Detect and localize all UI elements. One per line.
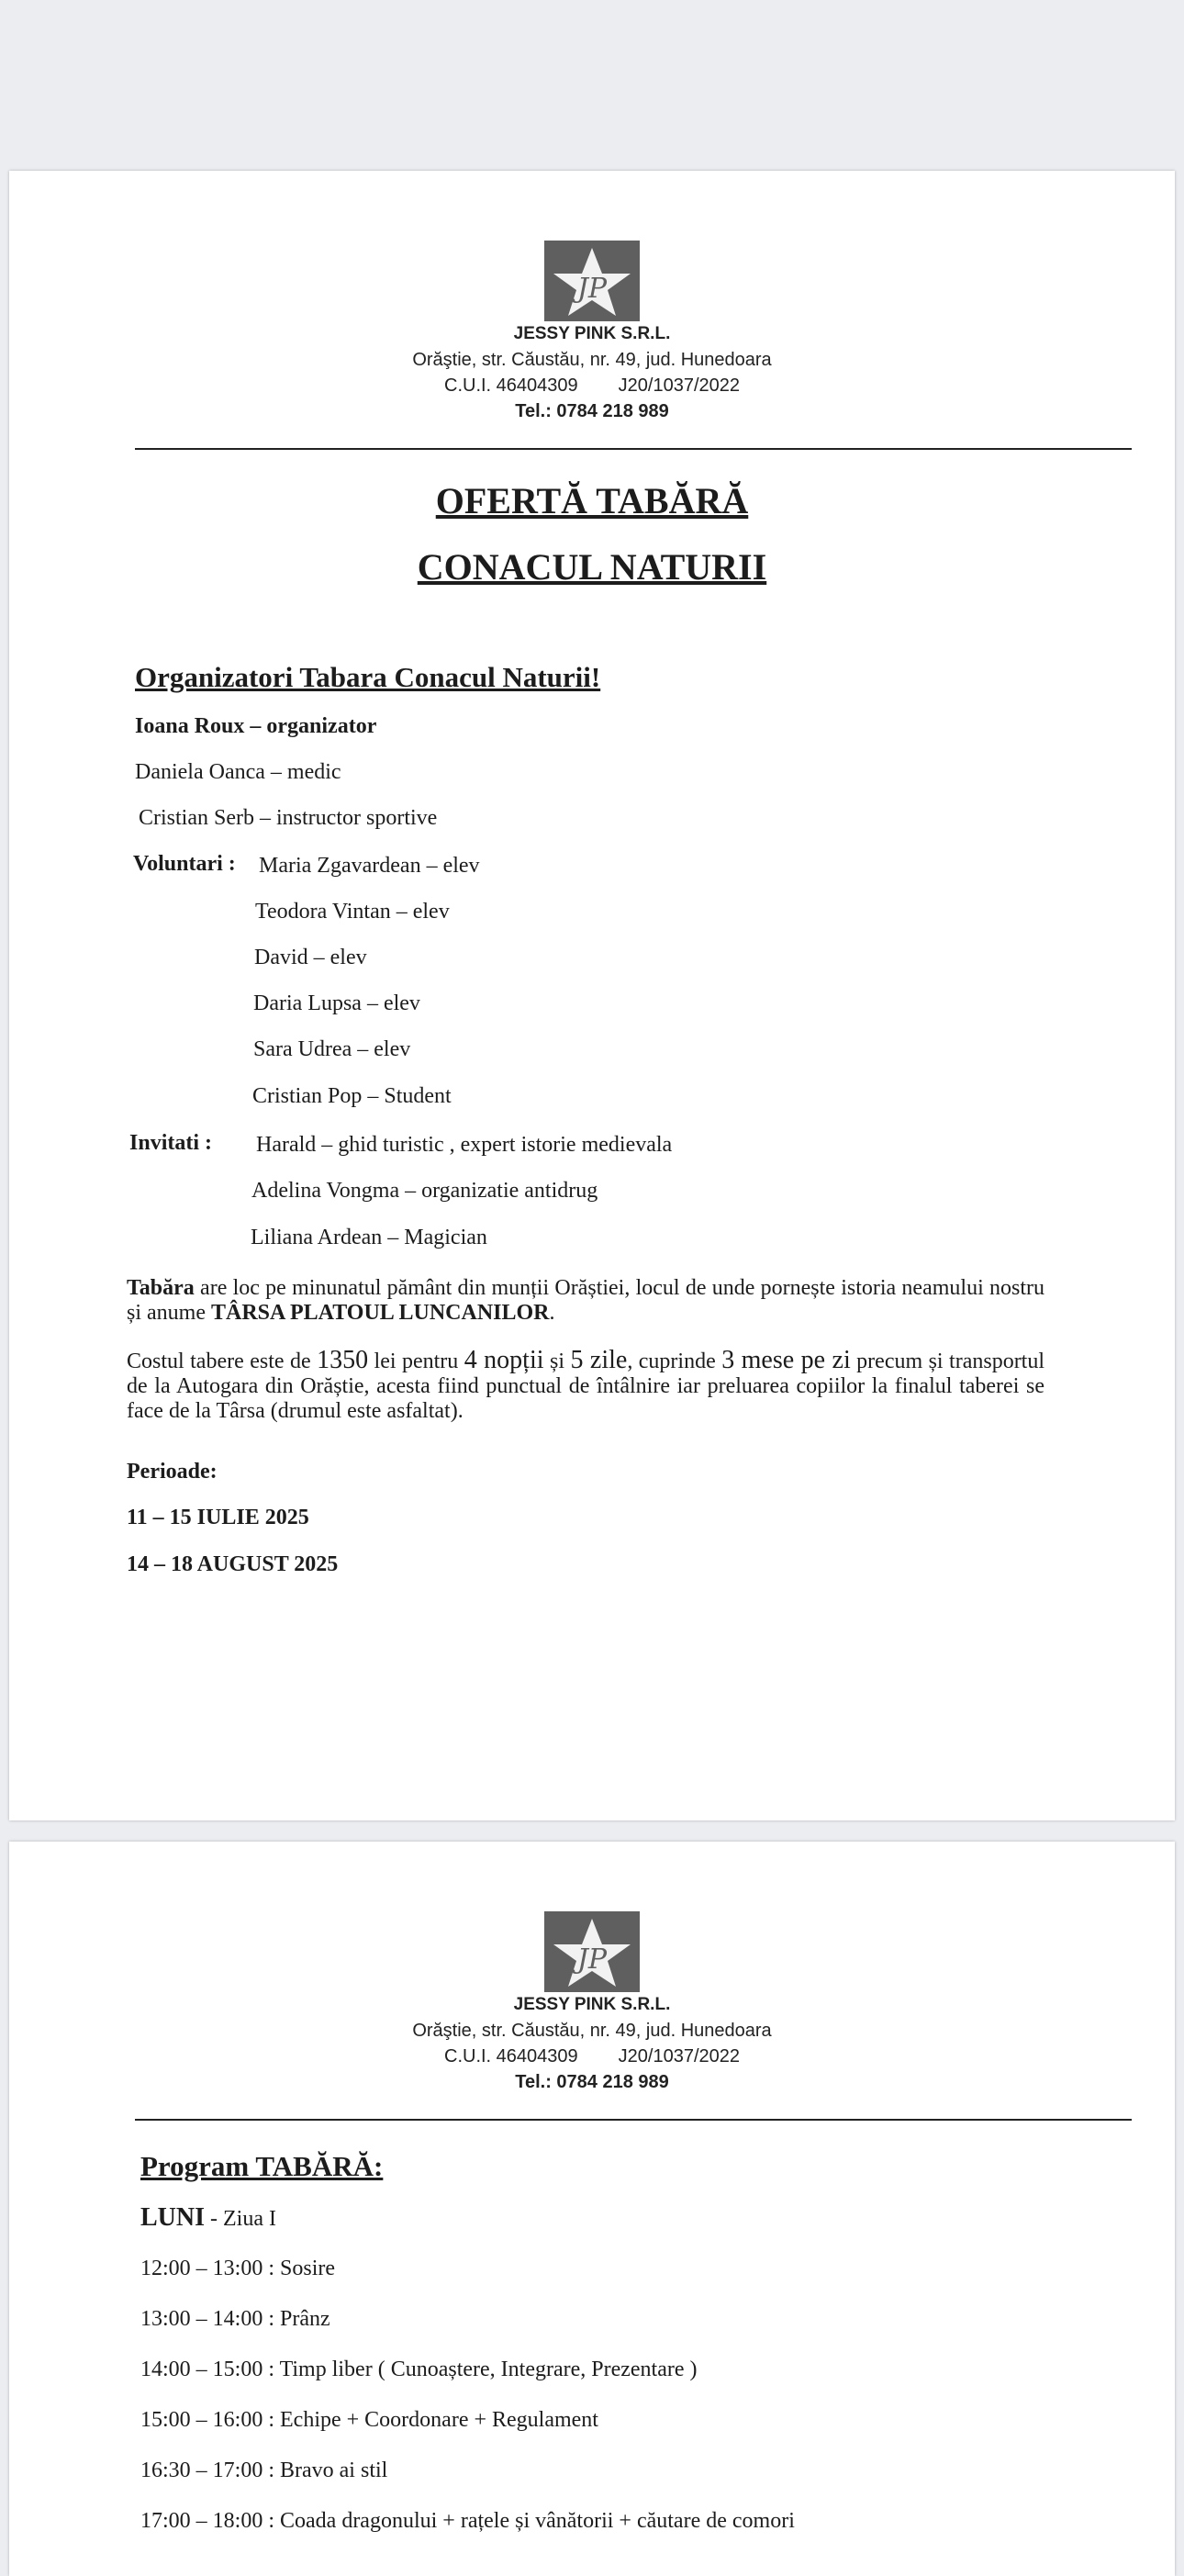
cost-text: și bbox=[543, 1350, 571, 1373]
program-heading: Program TABĂRĂ: bbox=[140, 2150, 384, 2182]
cost-paragraph bbox=[127, 1348, 1044, 1424]
day-number: - Ziua I bbox=[205, 2207, 276, 2231]
company-cui: C.U.I. 46404309 bbox=[444, 2046, 578, 2066]
cost-text: precum și transportul de la Autogara din Orăștie, acesta fiind punctual de întâlnire iar preluarea copiilor la finalul taberei se face de la Târsa (drumul este asfaltat). bbox=[127, 1350, 1045, 1423]
cost-price: 1350 bbox=[317, 1346, 369, 1374]
cost-meals: 3 mese pe zi bbox=[721, 1346, 851, 1374]
periods-label: Perioade: bbox=[127, 1460, 218, 1484]
company-logo bbox=[544, 241, 640, 321]
organizer-role: – organizator bbox=[250, 714, 377, 738]
company-logo bbox=[544, 1911, 640, 1992]
cost-text: , cuprinde bbox=[627, 1350, 722, 1373]
schedule-item: 17:00 – 18:00 : Coada dragonului + rațele și vânătorii + căutare de comori bbox=[140, 2509, 795, 2533]
letterhead bbox=[9, 241, 1175, 424]
company-address: Orăştie, str. Căustău, nr. 49, jud. Hunedoara bbox=[412, 2021, 772, 2041]
letterhead bbox=[9, 1911, 1175, 2095]
organizers-heading: Organizatori Tabara Conacul Naturii! bbox=[135, 661, 601, 693]
letterhead-divider bbox=[135, 2119, 1132, 2121]
organizer-row bbox=[135, 714, 376, 739]
period-item: 14 – 18 AUGUST 2025 bbox=[127, 1552, 339, 1576]
schedule-item: 13:00 – 14:00 : Prânz bbox=[140, 2307, 330, 2331]
guest-item: Harald – ghid turistic , expert istorie medievala bbox=[256, 1133, 673, 1157]
location-lead: Tabăra bbox=[127, 1276, 195, 1300]
organizer-name: Daniela Oanca bbox=[135, 760, 265, 784]
location-name: TÂRSA PLATOUL LUNCANILOR bbox=[210, 1301, 550, 1325]
guest-item: Adelina Vongma – organizatie antidrug bbox=[251, 1179, 598, 1203]
schedule-item: 12:00 – 13:00 : Sosire bbox=[140, 2257, 336, 2280]
organizer-name: Cristian Serb bbox=[139, 806, 254, 830]
organizer-row bbox=[139, 806, 437, 831]
logo-letters: JP bbox=[576, 273, 608, 305]
cost-text: Costul tabere este de bbox=[127, 1350, 318, 1373]
company-name: JESSY PINK S.R.L. bbox=[513, 324, 671, 343]
organizer-role: – medic bbox=[270, 760, 341, 784]
period-item: 11 – 15 IULIE 2025 bbox=[127, 1506, 309, 1529]
document-page-1 bbox=[9, 171, 1175, 1820]
location-paragraph bbox=[127, 1276, 1044, 1326]
day-name: LUNI bbox=[140, 2203, 206, 2232]
logo-letters: JP bbox=[576, 1943, 608, 1976]
volunteer-item: Teodora Vintan – elev bbox=[255, 900, 450, 924]
volunteer-item: Cristian Pop – Student bbox=[252, 1084, 452, 1108]
cost-nights: 4 nopții bbox=[464, 1346, 544, 1374]
schedule-item: 14:00 – 15:00 : Timp liber ( Cunoaștere, Integrare, Prezentare ) bbox=[140, 2358, 698, 2381]
organizer-row bbox=[135, 760, 341, 785]
volunteer-item: David – elev bbox=[254, 946, 367, 969]
company-reg-number: J20/1037/2022 bbox=[618, 375, 740, 396]
cost-days: 5 zile bbox=[570, 1346, 628, 1374]
company-registration bbox=[9, 373, 1175, 398]
company-address: Orăştie, str. Căustău, nr. 49, jud. Hunedoara bbox=[412, 350, 772, 370]
location-end: . bbox=[549, 1301, 555, 1325]
day-title bbox=[140, 2203, 276, 2233]
offer-title: OFERTĂ TABĂRĂ bbox=[435, 480, 749, 521]
letterhead-divider bbox=[135, 448, 1132, 450]
document-page-2 bbox=[9, 1842, 1175, 2576]
schedule-item: 15:00 – 16:00 : Echipe + Coordonare + Regulament bbox=[140, 2408, 598, 2432]
organizer-name: Ioana Roux bbox=[135, 714, 245, 738]
guests-label: Invitati : bbox=[129, 1131, 212, 1155]
company-name: JESSY PINK S.R.L. bbox=[513, 1995, 671, 2014]
location-text: are loc pe minunatul pământ din munții Orăștiei, locul de unde pornește istoria neamului nostru și anume bbox=[127, 1276, 1044, 1325]
company-cui: C.U.I. 46404309 bbox=[444, 375, 578, 396]
volunteer-item: Daria Lupsa – elev bbox=[253, 991, 420, 1015]
camp-name-title: CONACUL NATURII bbox=[417, 546, 767, 588]
company-registration bbox=[9, 2044, 1175, 2069]
company-phone: Tel.: 0784 218 989 bbox=[515, 2072, 669, 2092]
organizer-role: – instructor sportive bbox=[260, 806, 438, 830]
cost-text: lei pentru bbox=[368, 1350, 464, 1373]
company-phone: Tel.: 0784 218 989 bbox=[515, 401, 669, 421]
schedule-item: 16:30 – 17:00 : Bravo ai stil bbox=[140, 2458, 388, 2482]
company-reg-number: J20/1037/2022 bbox=[618, 2046, 740, 2066]
guest-item: Liliana Ardean – Magician bbox=[251, 1226, 487, 1249]
volunteer-item: Maria Zgavardean – elev bbox=[259, 854, 480, 878]
volunteers-label: Voluntari : bbox=[133, 852, 236, 876]
volunteer-item: Sara Udrea – elev bbox=[253, 1037, 411, 1061]
